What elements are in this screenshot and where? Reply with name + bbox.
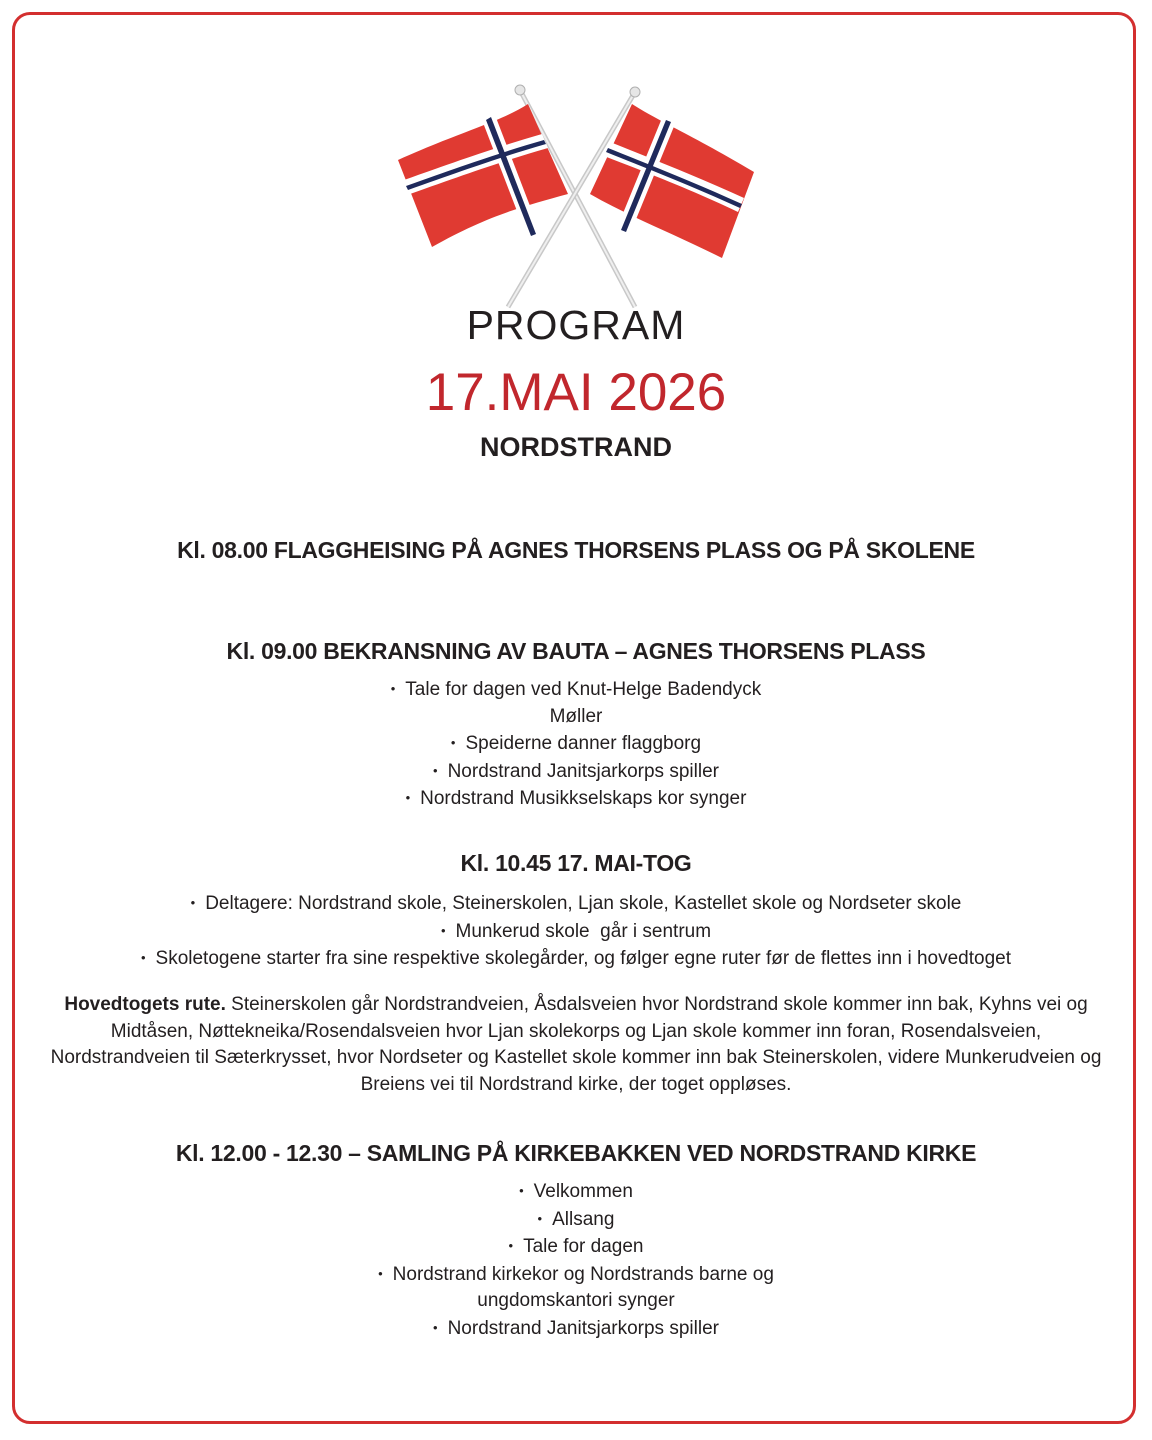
bullet-icon: • bbox=[433, 762, 438, 778]
list-item-continuation: ungdomskantori synger bbox=[477, 1290, 675, 1311]
route-label: Hovedtogets rute. bbox=[64, 994, 226, 1015]
section-heading-samling: Kl. 12.00 - 12.30 – SAMLING PÅ KIRKEBAKKEN VED NORDSTRAND KIRKE bbox=[175, 1140, 977, 1166]
program-title: PROGRAM bbox=[466, 302, 686, 348]
route-text: Steinerskolen går Nordstrandveien, Åsdalsveien hvor Nordstrand skole kommer inn bak, Kyhns vei og Midtåsen, Nøttekneika/Rosendalsveien hvor Ljan skolekorps og Ljan skole kommer inn foran, Rosendalsveien, Nordstrandveien til Sæterkrysset, hvor Nordseter og Kastellet skole kommer inn bak Steinerskolen, videre Munkerudveien og Breiens vei til Nordstrand kirke, der toget oppløses. bbox=[50, 994, 1102, 1095]
bullet-icon: • bbox=[519, 1183, 524, 1198]
list-item: • Nordstrand Janitsjarkorps spiller bbox=[0, 758, 1152, 786]
list-item: • Deltagere: Nordstrand skole, Steinerskolen, Ljan skole, Kastellet skole og Nordseter skole bbox=[0, 890, 1152, 918]
bullet-icon: • bbox=[537, 1210, 543, 1226]
section-heading-bekransning: Kl. 09.00 BEKRANSNING AV BAUTA – AGNES THORSENS PLASS bbox=[226, 638, 926, 664]
mai-tog-list bbox=[0, 890, 1152, 973]
list-item: • Velkommen bbox=[0, 1178, 1152, 1206]
list-item: • Allsang bbox=[0, 1206, 1152, 1234]
bullet-icon: • bbox=[433, 1319, 438, 1335]
list-item: • Nordstrand Janitsjarkorps spiller bbox=[0, 1315, 1152, 1343]
bullet-icon: • bbox=[450, 735, 456, 750]
section-heading-mai-tog: Kl. 10.45 17. MAI-TOG bbox=[460, 850, 692, 876]
list-item: • Skoletogene starter fra sine respektive skolegårder, og følger egne ruter før de flettes inn i hovedtoget bbox=[0, 945, 1152, 973]
bullet-icon: • bbox=[190, 895, 196, 910]
bekransning-list bbox=[0, 676, 1152, 813]
event-location: NORDSTRAND bbox=[480, 432, 672, 462]
bullet-icon: • bbox=[508, 1238, 514, 1253]
bullet-icon: • bbox=[405, 790, 411, 805]
list-item: • Nordstrand kirkekor og Nordstrands barne og bbox=[0, 1261, 1152, 1289]
list-item: • Munkerud skole går i sentrum bbox=[0, 918, 1152, 946]
crossed-norwegian-flags-icon bbox=[390, 82, 762, 312]
bullet-icon: • bbox=[140, 950, 146, 965]
bullet-icon: • bbox=[378, 1265, 383, 1281]
list-item: • Speiderne danner flaggborg bbox=[0, 730, 1152, 758]
event-date: 17.MAI 2026 bbox=[425, 363, 727, 422]
section-heading-flaggheising: Kl. 08.00 FLAGGHEISING PÅ AGNES THORSENS PLASS OG PÅ SKOLENE bbox=[177, 537, 975, 563]
list-item: • Tale for dagen ved Knut-Helge Badendyck bbox=[0, 676, 1152, 704]
list-item: • Tale for dagen bbox=[0, 1233, 1152, 1261]
samling-list bbox=[0, 1178, 1152, 1342]
list-item-continuation: Møller bbox=[549, 705, 603, 727]
bullet-icon: • bbox=[440, 922, 446, 938]
route-paragraph bbox=[50, 992, 1102, 1098]
list-item: • Nordstrand Musikkselskaps kor synger bbox=[0, 785, 1152, 813]
bullet-icon: • bbox=[390, 681, 396, 696]
